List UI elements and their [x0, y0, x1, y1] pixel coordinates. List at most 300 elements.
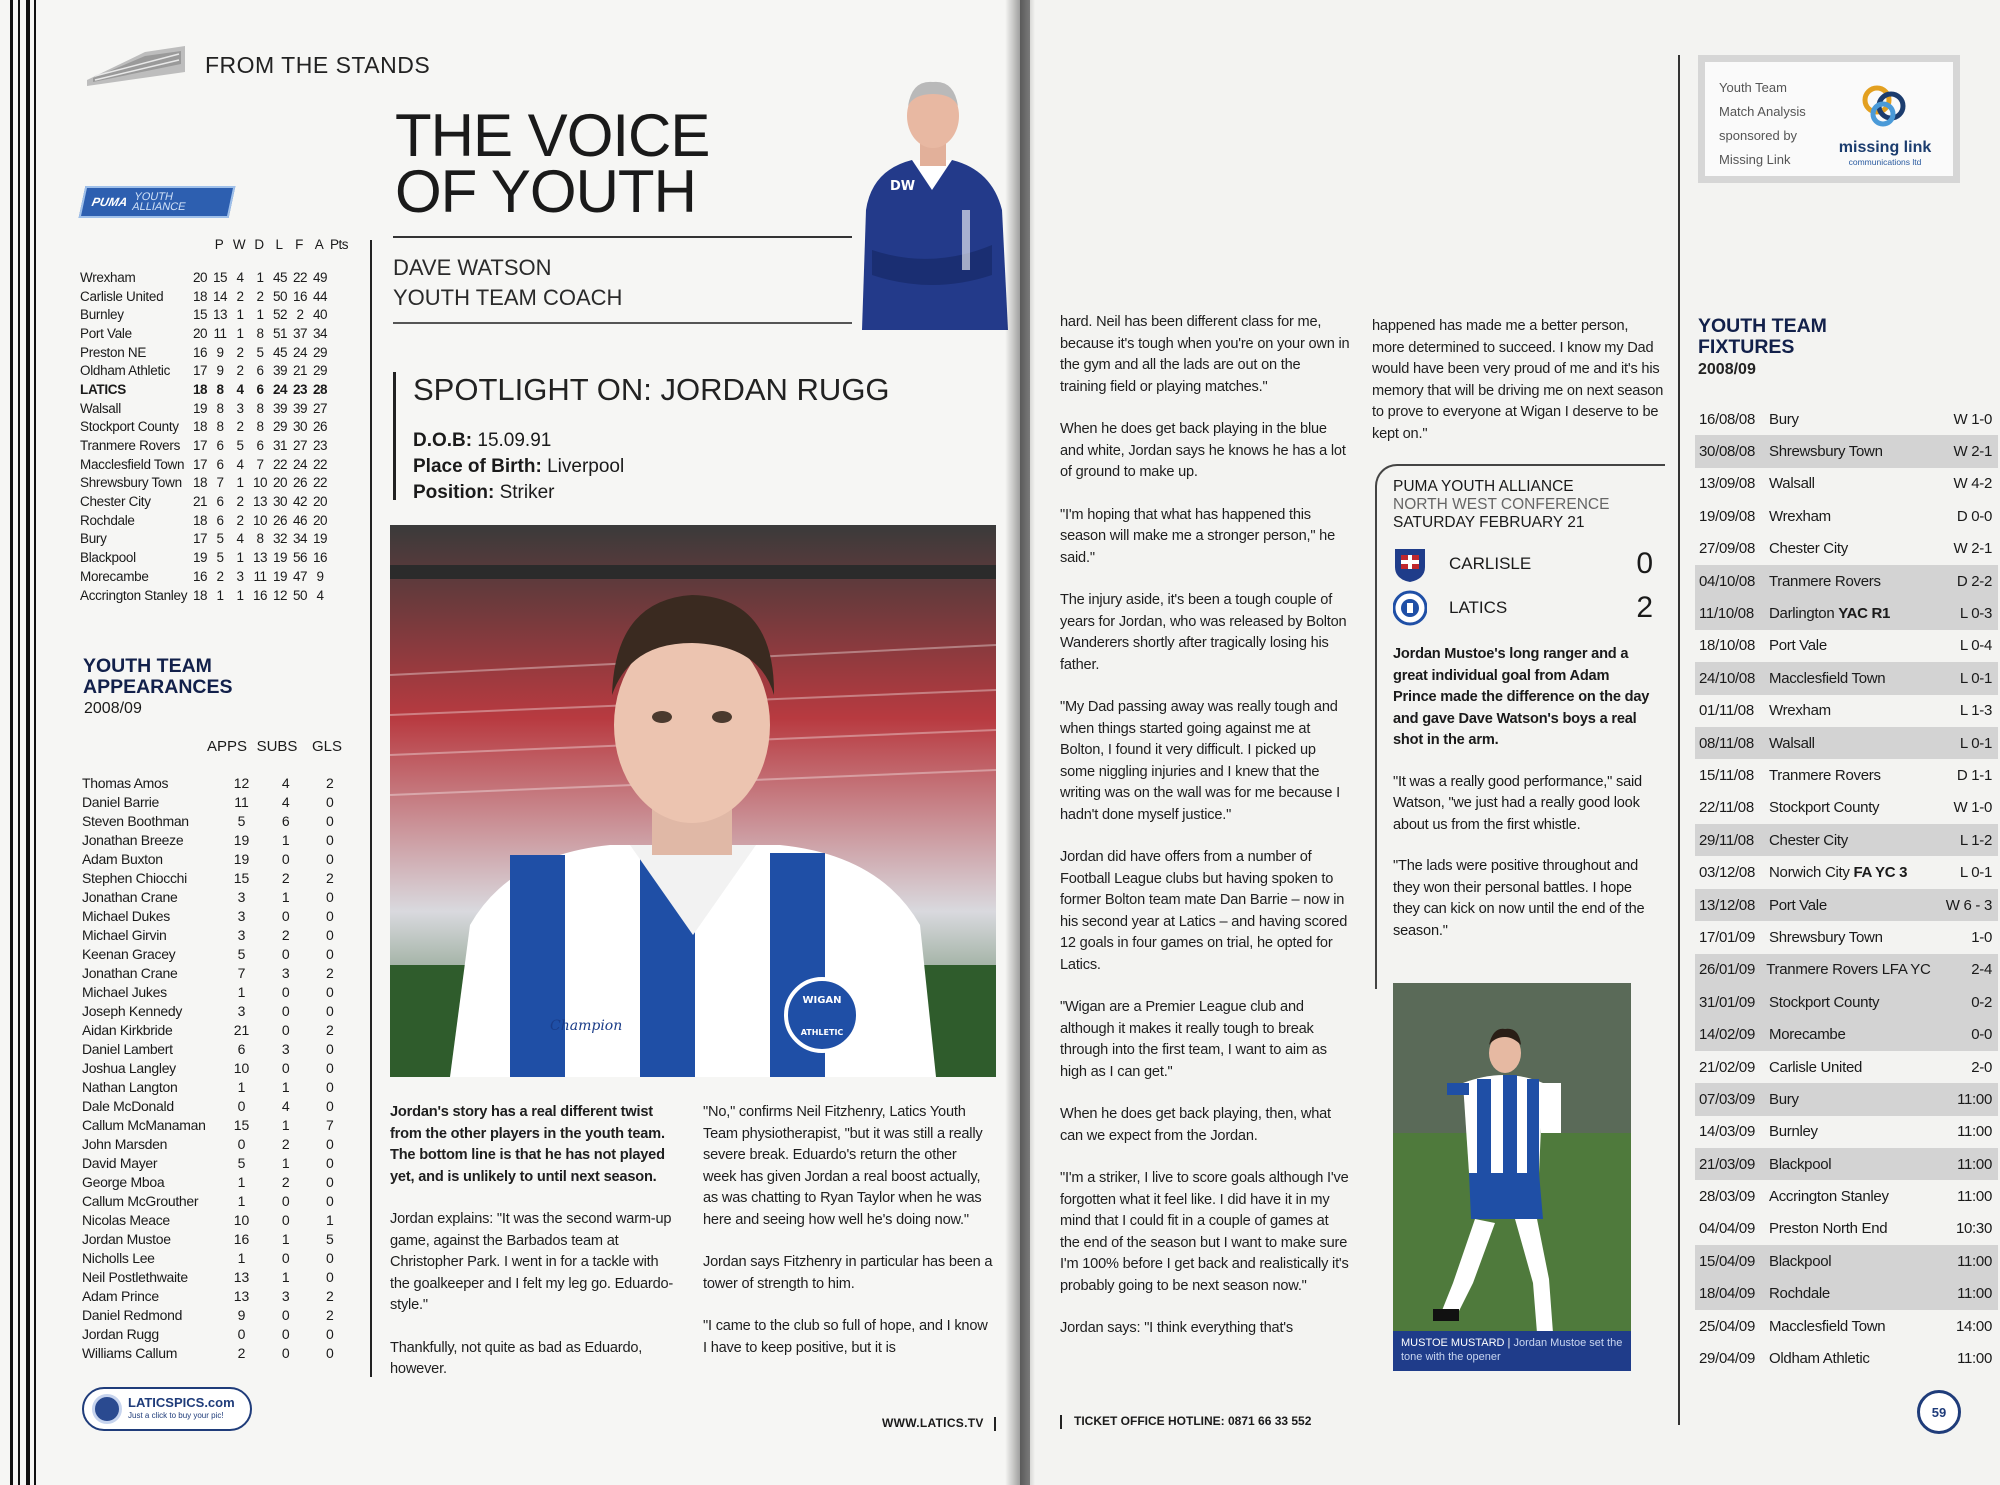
home-score: 0 — [1636, 547, 1653, 580]
league-row — [80, 324, 352, 343]
right-page — [1030, 0, 2000, 1485]
appearance-value: 0 — [237, 1325, 246, 1342]
match-date: SATURDAY FEBRUARY 21 — [1393, 514, 1585, 531]
player-name: Daniel Lambert — [82, 1040, 173, 1057]
appearance-row — [82, 792, 352, 811]
sponsor-line3: sponsored by — [1719, 128, 1798, 143]
match-report-text — [1393, 644, 1665, 942]
caption-name: MUSTOE MUSTARD — [1401, 1337, 1505, 1349]
article-paragraph: "I'm hoping that what has happened this season will make me a stronger person," he said." — [1060, 506, 1336, 566]
fixture-result: W 2-1 — [1953, 443, 1992, 461]
wigan-badge-top: WIGAN — [802, 995, 842, 1006]
fixture-opponent-name: Macclesfield Town — [1769, 669, 1886, 687]
appearance-value: 12 — [233, 774, 250, 791]
appearance-value: 1 — [237, 983, 246, 1000]
fixture-opponent — [1769, 799, 1928, 816]
fixture-opponent — [1769, 1156, 1928, 1173]
league-value: 2 — [236, 288, 244, 304]
fixture-date: 01/11/08 — [1699, 702, 1754, 720]
article-paragraph: When he does get back playing, then, what can we expect from the Jordan. — [1060, 1106, 1331, 1144]
fixture-opponent — [1769, 670, 1928, 687]
appearance-value: 0 — [281, 1002, 290, 1019]
appearance-value: 1 — [281, 1154, 290, 1171]
appearance-value: 0 — [326, 1249, 334, 1266]
appearance-value: 0 — [237, 1135, 246, 1152]
article-title — [395, 102, 710, 225]
fixture-opponent — [1769, 929, 1928, 946]
appearance-row — [82, 1286, 352, 1305]
carlisle-crest-icon — [1393, 545, 1427, 583]
sponsor-brand-sub: communications ltd — [1848, 157, 1922, 167]
league-value: 7 — [216, 475, 224, 491]
player-name: Callum McGrouther — [82, 1192, 199, 1209]
league-col-header: F — [295, 237, 303, 252]
website-footer[interactable]: WWW.LATICS.TV — [882, 1416, 996, 1431]
fixture-result: 14:00 — [1955, 1317, 1992, 1335]
article-paragraph: hard. Neil has been different class for me, because it's tough when you're on your own in the gym and all the lads are out on the training field or playing matches." — [1060, 314, 1350, 395]
fixture-result: L 1-3 — [1959, 702, 1992, 720]
fixture-date: 08/11/08 — [1699, 734, 1754, 752]
league-value: 46 — [292, 512, 308, 528]
league-value: 4 — [236, 269, 244, 285]
league-value: 45 — [272, 344, 288, 360]
fixture-row — [1695, 1342, 1998, 1374]
fixture-opponent — [1769, 443, 1928, 460]
mustoe-photo — [1393, 983, 1631, 1371]
laticspics-icon — [92, 1394, 122, 1424]
league-value: 1 — [256, 307, 264, 323]
appearance-value: 2 — [281, 869, 290, 886]
league-team: Chester City — [80, 494, 151, 510]
appearance-row — [82, 1077, 352, 1096]
appearance-row — [82, 1343, 352, 1362]
league-value: 37 — [292, 325, 308, 341]
league-team: Stockport County — [80, 419, 179, 435]
league-value: 16 — [292, 288, 308, 304]
fixture-date: 15/04/09 — [1699, 1252, 1755, 1270]
league-col-header: P — [214, 237, 224, 252]
appearance-value: 0 — [326, 812, 334, 829]
fixture-row — [1695, 630, 1998, 662]
fixture-result: W 1-0 — [1953, 410, 1992, 428]
player-name: David Mayer — [82, 1154, 158, 1171]
appearance-value: 0 — [326, 1002, 334, 1019]
league-row — [80, 418, 352, 437]
fixture-date: 29/04/09 — [1699, 1350, 1755, 1368]
appearance-value: 0 — [326, 1268, 334, 1285]
appearance-value: 1 — [281, 1268, 290, 1285]
fixture-result: 0-0 — [1971, 1026, 1992, 1044]
article-paragraph: "No," confirms Neil Fitzhenry, Latics Youth Team physiotherapist, "but it was still a really severe break. Eduardo's return the other week has given Jordan a real boost actually, as was chatting to Ryan Taylor when he was here and seeing how well he's doing now." — [703, 1104, 983, 1228]
fixture-opponent — [1769, 1318, 1928, 1335]
fixture-opponent — [1769, 735, 1928, 752]
league-value: 39 — [292, 400, 308, 416]
fixture-date: 11/10/08 — [1699, 605, 1754, 623]
fixture-row — [1695, 921, 1998, 953]
fixtures-title-line2: FIXTURES — [1698, 336, 1795, 358]
league-value: 30 — [292, 419, 308, 435]
league-value: 24 — [272, 381, 288, 397]
league-value: 28 — [312, 381, 328, 397]
league-value: 2 — [256, 288, 264, 304]
player-name: Jordan Rugg — [82, 1325, 159, 1342]
fixture-result: 11:00 — [1957, 1188, 1992, 1206]
away-score: 2 — [1636, 591, 1653, 624]
league-team: Accrington Stanley — [80, 587, 188, 603]
league-team: Rochdale — [80, 512, 135, 528]
fixture-date: 21/03/09 — [1699, 1155, 1755, 1173]
fixture-opponent-name: Morecambe — [1769, 1026, 1846, 1044]
league-value: 4 — [236, 381, 244, 397]
match-report-box — [1375, 464, 1665, 989]
appearance-value: 1 — [281, 888, 290, 905]
fixture-competition: YAC R1 — [1838, 605, 1891, 623]
coach-role: YOUTH TEAM COACH — [393, 285, 623, 310]
league-value: 1 — [236, 307, 244, 323]
appearance-value: 2 — [326, 1287, 334, 1304]
binding-edge — [8, 0, 38, 1485]
fixture-date: 14/02/09 — [1699, 1026, 1755, 1044]
caption-text: Jordan Mustoe set the tone with the opener — [1401, 1337, 1623, 1363]
fixture-result: L 0-1 — [1959, 864, 1992, 882]
appearance-row — [82, 1096, 352, 1115]
player-name: Michael Girvin — [82, 926, 167, 943]
appearance-row — [82, 963, 352, 982]
fixture-date: 03/12/08 — [1699, 864, 1755, 882]
league-row — [80, 492, 352, 511]
fixture-opponent-name: Chester City — [1769, 831, 1848, 849]
appearance-row — [82, 1191, 352, 1210]
league-value: 22 — [312, 456, 328, 472]
fixture-row — [1695, 727, 1998, 759]
spotlight-title — [413, 372, 890, 408]
fixture-result: 11:00 — [1957, 1090, 1992, 1108]
league-value: 13 — [252, 494, 268, 510]
player-name: Joshua Langley — [82, 1059, 176, 1076]
fixture-row — [1695, 1051, 1998, 1083]
appearance-row — [82, 1134, 352, 1153]
appearance-value: 6 — [237, 1040, 246, 1057]
match-report-title — [1393, 478, 1665, 532]
league-value: 18 — [192, 419, 208, 435]
league-value: 20 — [312, 512, 328, 528]
appearance-value: 6 — [281, 812, 290, 829]
appearance-value: 21 — [233, 1021, 250, 1038]
appearance-value: 0 — [281, 850, 290, 867]
league-value: 6 — [256, 363, 264, 379]
appearance-row — [82, 1058, 352, 1077]
league-value: 6 — [216, 438, 224, 454]
league-value: 40 — [312, 307, 328, 323]
league-value: 6 — [256, 438, 264, 454]
league-value: 17 — [192, 438, 208, 454]
fixture-opponent-name: Port Vale — [1769, 637, 1827, 655]
league-value: 2 — [236, 363, 244, 379]
league-team: Port Vale — [80, 325, 132, 341]
fixture-row — [1695, 565, 1998, 597]
appearances-title-line2: APPEARANCES — [83, 676, 233, 698]
fixture-date: 16/08/08 — [1699, 410, 1755, 428]
fixture-opponent-name: Shrewsbury Town — [1769, 443, 1883, 461]
league-value: 5 — [216, 531, 224, 547]
spine-shadow — [1005, 0, 1035, 1485]
wigan-badge-bottom: ATHLETIC — [800, 1028, 844, 1037]
league-value: 11 — [213, 325, 227, 341]
league-value: 1 — [236, 550, 244, 566]
fixture-date: 26/01/09 — [1699, 961, 1755, 979]
appearance-value: 1 — [281, 1116, 290, 1133]
appearance-value: 19 — [233, 831, 250, 848]
league-team: Blackpool — [80, 550, 136, 566]
appearance-value: 0 — [326, 926, 334, 943]
league-team: Shrewsbury Town — [80, 475, 182, 491]
league-value: 13 — [212, 307, 228, 323]
appearances-col-header: SUBS — [256, 738, 298, 755]
coach-byline — [393, 253, 622, 313]
player-name: George Mboa — [82, 1173, 165, 1190]
appearance-row — [82, 1324, 352, 1343]
fixture-result: 2-0 — [1971, 1058, 1992, 1076]
article-paragraph: Thankfully, not quite as bad as Eduardo, however. — [390, 1339, 643, 1377]
appearance-value: 3 — [281, 1040, 290, 1057]
fixture-opponent — [1769, 1220, 1928, 1237]
league-value: 19 — [192, 550, 208, 566]
match-competition: PUMA YOUTH ALLIANCE — [1393, 478, 1574, 495]
fixture-opponent-name: Blackpool — [1769, 1155, 1832, 1173]
puma-youth-alliance-logo — [79, 186, 236, 218]
fixture-result: 11:00 — [1957, 1155, 1992, 1173]
appearance-row — [82, 849, 352, 868]
fixture-opponent — [1769, 702, 1928, 719]
league-value: 2 — [236, 512, 244, 528]
fixture-opponent — [1769, 864, 1928, 881]
player-name: Thomas Amos — [82, 774, 169, 791]
fixtures-season: 2008/09 — [1698, 361, 1756, 378]
league-col-header: L — [275, 237, 283, 252]
fixture-result: D 2-2 — [1956, 572, 1992, 590]
league-team: Preston NE — [80, 344, 147, 360]
league-value: 4 — [236, 531, 244, 547]
fixture-opponent-name: Wrexham — [1769, 507, 1831, 525]
fixture-result: W 2-1 — [1953, 540, 1992, 558]
league-value: 18 — [192, 381, 208, 397]
fixture-opponent-name: Walsall — [1769, 734, 1815, 752]
league-value: 19 — [312, 531, 328, 547]
player-name: Aidan Kirkbride — [82, 1021, 173, 1038]
article-paragraph: "I came to the club so full of hope, and I know I have to keep positive, but it is — [703, 1318, 988, 1356]
player-name: Daniel Barrie — [82, 793, 160, 810]
fixture-opponent — [1769, 897, 1928, 914]
appearance-value: 0 — [281, 1192, 290, 1209]
home-team: CARLISLE — [1449, 554, 1532, 573]
fixture-date: 25/04/09 — [1699, 1317, 1755, 1335]
player-name: Nicholls Lee — [82, 1249, 155, 1266]
appearance-value: 0 — [326, 1097, 334, 1114]
league-value: 11 — [253, 568, 267, 584]
fixture-row — [1695, 1213, 1998, 1245]
league-row — [80, 586, 352, 605]
appearance-row — [82, 811, 352, 830]
player-name: Dale McDonald — [82, 1097, 174, 1114]
league-row — [80, 380, 352, 399]
league-row — [80, 436, 352, 455]
league-value: 17 — [192, 531, 208, 547]
fixture-result: D 1-1 — [1956, 766, 1992, 784]
player-name: Jonathan Crane — [82, 888, 178, 905]
league-value: 4 — [236, 456, 244, 472]
player-name: Steven Boothman — [82, 812, 189, 829]
appearance-value: 1 — [326, 1211, 334, 1228]
article-title-line1: THE VOICE — [395, 102, 710, 169]
sponsor-line2: Match Analysis — [1719, 104, 1806, 119]
player-name: Jonathan Crane — [82, 964, 178, 981]
sponsor-brand: missing link — [1838, 139, 1932, 156]
league-value: 44 — [312, 288, 328, 304]
league-value: 27 — [292, 438, 308, 454]
fixture-row — [1695, 1018, 1998, 1050]
appearance-row — [82, 944, 352, 963]
mustoe-action-photo — [1393, 983, 1631, 1371]
league-value: 20 — [192, 269, 208, 285]
laticspics-logo[interactable] — [82, 1387, 252, 1431]
laticspics-name: LATICSPICS.com — [128, 1395, 235, 1410]
puma-line2: ALLIANCE — [131, 201, 187, 213]
appearance-value: 2 — [326, 774, 334, 791]
spotlight-name: JORDAN RUGG — [660, 372, 890, 407]
fixture-opponent — [1769, 1059, 1928, 1076]
appearance-value: 19 — [233, 850, 250, 867]
fixture-opponent — [1769, 605, 1928, 622]
article-paragraph: "My Dad passing away was really tough and when things started going against me at Bolton, I found it very difficult. I picked up some niggling injuries and I knew that the writing was on the wall was for me because I hadn't done myself justice." — [1060, 699, 1340, 823]
appearance-value: 3 — [237, 888, 246, 905]
fixtures-title-line1: YOUTH TEAM — [1698, 315, 1827, 337]
league-value: 19 — [272, 568, 288, 584]
fixture-opponent-name: Accrington Stanley — [1769, 1188, 1889, 1206]
appearances-col-header: GLS — [311, 738, 342, 755]
fixture-opponent-name: Shrewsbury Town — [1769, 928, 1883, 946]
article-paragraph: "The lads were positive throughout and they won their personal battles. I hope they can kick on now until the end of the season." — [1393, 858, 1645, 939]
league-team: Bury — [80, 531, 107, 547]
appearance-value: 0 — [326, 793, 334, 810]
appearance-value: 1 — [281, 831, 290, 848]
away-score-row — [1393, 586, 1665, 630]
league-value: 18 — [192, 475, 208, 491]
appearance-value: 1 — [281, 1230, 290, 1247]
league-value: 6 — [216, 494, 224, 510]
league-team: Macclesfield Town — [80, 456, 185, 472]
appearance-value: 0 — [326, 1173, 334, 1190]
appearance-value: 2 — [326, 1021, 334, 1038]
league-value: 20 — [192, 325, 208, 341]
appearance-value: 15 — [233, 1116, 250, 1133]
appearance-value: 0 — [281, 945, 290, 962]
fixture-date: 17/01/09 — [1699, 928, 1755, 946]
fixture-row — [1695, 662, 1998, 694]
fixture-opponent-name: Tranmere Rovers — [1769, 572, 1881, 590]
fixture-row — [1695, 468, 1998, 500]
fixture-row — [1695, 695, 1998, 727]
fixture-date: 15/11/08 — [1699, 766, 1754, 784]
appearance-value: 0 — [326, 1192, 334, 1209]
shirt-brand-text: Champion — [550, 1018, 623, 1034]
appearance-value: 16 — [233, 1230, 250, 1247]
league-value: 23 — [312, 438, 328, 454]
league-value: 14 — [212, 288, 228, 304]
fixture-opponent — [1769, 832, 1928, 849]
league-value: 6 — [216, 512, 224, 528]
appearance-value: 5 — [237, 1154, 246, 1171]
article-paragraph: Jordan says: "I think everything that's — [1060, 1320, 1293, 1336]
fixture-opponent — [1766, 961, 1930, 978]
appearance-value: 2 — [237, 1344, 246, 1361]
fixture-opponent-name: Bury — [1769, 410, 1799, 428]
appearance-value: 5 — [237, 945, 246, 962]
sponsor-box — [1698, 55, 1960, 183]
puma-line1: YOUTH — [133, 191, 175, 203]
appearance-value: 7 — [326, 1116, 334, 1133]
player-name: Joseph Kennedy — [82, 1002, 183, 1019]
league-value: 20 — [272, 475, 288, 491]
league-team: Burnley — [80, 307, 124, 323]
league-value: 12 — [272, 587, 288, 603]
appearance-value: 5 — [237, 812, 246, 829]
appearance-value: 2 — [326, 964, 334, 981]
league-col-header: W — [232, 237, 246, 252]
appearance-value: 0 — [326, 983, 334, 1000]
league-value: 56 — [292, 550, 308, 566]
fixture-date: 22/11/08 — [1699, 799, 1754, 817]
appearance-value: 15 — [233, 869, 250, 886]
league-row — [80, 268, 352, 287]
fixture-opponent — [1769, 994, 1928, 1011]
appearance-value: 0 — [281, 907, 290, 924]
fixture-date: 13/12/08 — [1699, 896, 1755, 914]
appearances-title-line1: YOUTH TEAM — [83, 655, 212, 677]
appearance-value: 2 — [281, 1135, 290, 1152]
appearance-row — [82, 1172, 352, 1191]
fixture-opponent-name: Port Vale — [1769, 896, 1827, 914]
league-value: 39 — [272, 400, 288, 416]
league-value: 50 — [292, 587, 308, 603]
fixture-row — [1695, 1245, 1998, 1277]
laticspics-tagline: Just a click to buy your pic! — [128, 1411, 224, 1420]
appearance-row — [82, 1039, 352, 1058]
player-name: Adam Buxton — [82, 850, 163, 867]
player-name: Nathan Langton — [82, 1078, 178, 1095]
fixture-result: W 1-0 — [1953, 799, 1992, 817]
league-value: 8 — [216, 381, 224, 397]
fixture-date: 19/09/08 — [1699, 507, 1755, 525]
league-team: Wrexham — [80, 269, 136, 285]
missing-link-rings-icon — [1855, 82, 1915, 128]
appearance-value: 0 — [326, 1040, 334, 1057]
player-name: Daniel Redmond — [82, 1306, 183, 1323]
spotlight-bar — [393, 372, 396, 500]
fixture-result: W 4-2 — [1953, 475, 1992, 493]
section-header — [85, 42, 430, 88]
fixture-row — [1695, 1180, 1998, 1212]
fixture-result: 11:00 — [1957, 1123, 1992, 1141]
fixture-date: 21/02/09 — [1699, 1058, 1755, 1076]
fixture-date: 29/11/08 — [1699, 831, 1754, 849]
league-value: 4 — [316, 587, 324, 603]
appearance-value: 3 — [237, 926, 246, 943]
league-value: 9 — [216, 363, 224, 379]
fixture-result: 11:00 — [1957, 1252, 1992, 1270]
appearance-row — [82, 982, 352, 1001]
appearance-value: 0 — [281, 1344, 290, 1361]
fixture-opponent — [1769, 573, 1928, 590]
